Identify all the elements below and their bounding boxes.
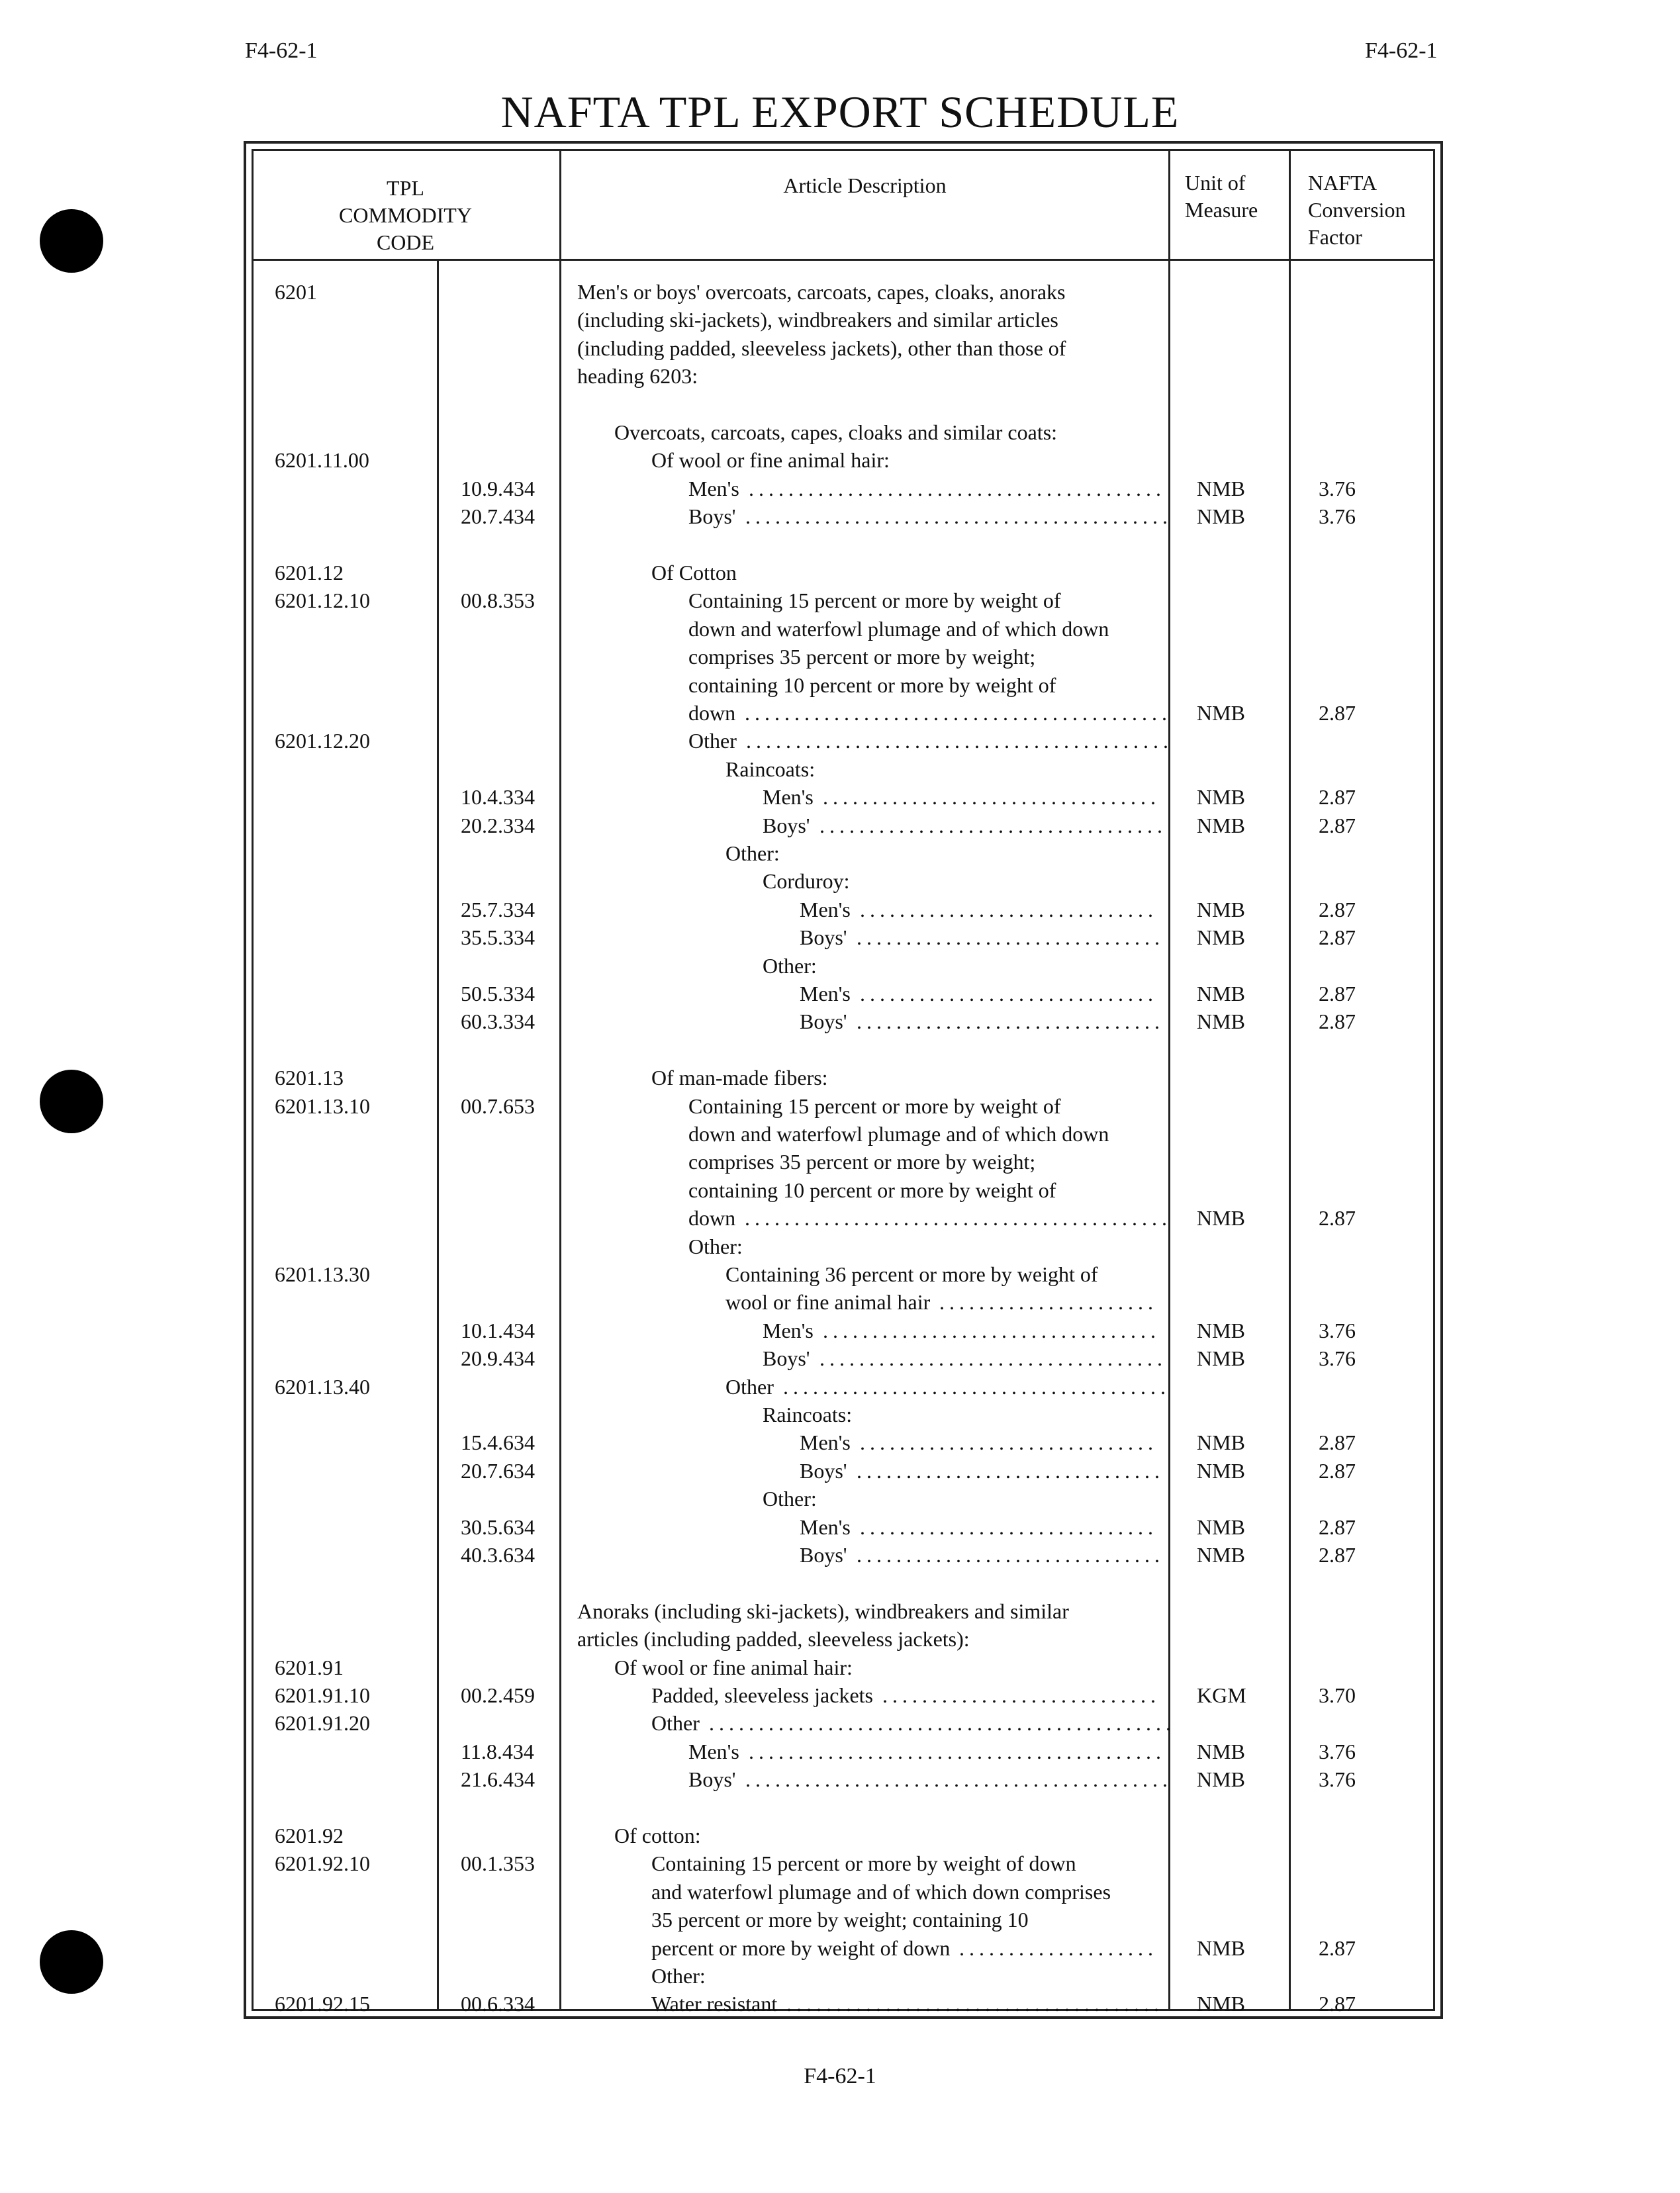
description-cell: Padded, sleeveless jackets [651,1683,873,1707]
table-row [0,306,1680,334]
stat-suffix-cell: 11.8.434 [461,1739,534,1763]
conversion-factor-cell: 2.87 [1319,1992,1356,2016]
description-cell: containing 10 percent or more by weight of [688,1178,1056,1202]
description-cell: Other: [688,1234,743,1258]
conversion-factor-cell: 3.70 [1319,1683,1356,1707]
description-cell: Other [725,1374,774,1399]
conversion-factor-cell: 3.76 [1319,476,1356,500]
table-row [0,1934,1680,1962]
unit-of-measure-cell: NMB [1197,1767,1245,1792]
unit-of-measure-cell: NMB [1197,982,1245,1005]
page-footer-code: F4-62-1 [804,2064,876,2088]
dot-leader: ................................... [819,1346,1167,1371]
table-row [0,783,1680,811]
header-line: NAFTA [1308,171,1377,195]
tpl-code-cell: 6201.91.10 [275,1683,370,1707]
description-cell: down and waterfowl plumage and of which down [688,616,1109,641]
table-row [0,727,1680,755]
stat-suffix-cell: 00.2.459 [461,1683,535,1707]
header-line: Measure [1185,198,1258,222]
description-cell: (including ski-jackets), windbreakers and similar articles [577,308,1058,332]
description-cell: Containing 15 percent or more by weight of [688,1094,1061,1118]
unit-of-measure-cell: NMB [1197,1543,1245,1567]
description-cell: down and waterfowl plumage and of which down [688,1122,1109,1146]
header-line: Conversion [1308,198,1406,222]
description-cell: Other: [725,841,780,865]
table-row [0,1260,1680,1288]
table-row [0,671,1680,699]
tpl-code-cell: 6201.12.10 [275,588,370,613]
description-cell: containing 10 percent or more by weight of [688,673,1056,697]
description-cell: down [688,1206,736,1231]
table-row [0,586,1680,614]
tpl-code-cell: 6201.92 [275,1824,344,1847]
header-line: CODE [376,230,435,254]
stat-suffix-cell: 50.5.334 [461,982,535,1005]
tpl-code-cell: 6201.13.30 [275,1262,370,1286]
conversion-factor-cell: 2.87 [1319,1515,1356,1539]
dot-leader: .............................. [860,897,1158,921]
stat-suffix-cell: 40.3.634 [461,1543,535,1567]
description-cell: Containing 15 percent or more by weight of [688,588,1061,613]
tpl-code-cell: 6201.13.40 [275,1374,370,1399]
table-row [0,418,1680,446]
conversion-factor-cell: 3.76 [1319,1767,1356,1792]
table-row [0,1485,1680,1513]
dot-leader: .......................................... [749,476,1166,500]
description-cell: Men's [800,982,851,1005]
description-cell: (including padded, sleeveless jackets), other than those of [577,336,1066,360]
description-cell: comprises 35 percent or more by weight; [688,1150,1036,1174]
page-title: NAFTA TPL EXPORT SCHEDULE [500,87,1180,137]
unit-of-measure-cell: NMB [1197,476,1245,500]
stat-suffix-cell: 10.9.434 [461,476,535,500]
dot-leader: ........................................... [746,729,1173,753]
table-row [0,1709,1680,1737]
stat-suffix-cell: 20.9.434 [461,1346,535,1371]
unit-of-measure-cell: NMB [1197,701,1245,725]
conversion-factor-cell: 3.76 [1319,1318,1356,1342]
description-cell: Boys' [800,1458,847,1483]
column-header-unit [1185,169,1258,224]
unit-of-measure-cell: NMB [1197,785,1245,810]
description-cell: 35 percent or more by weight; containing 10 [651,1908,1029,1932]
table-row [0,699,1680,727]
punch-hole [40,209,103,273]
table-row [0,1569,1680,1597]
dot-leader: ............................... [857,1543,1164,1567]
description-cell: Overcoats, carcoats, capes, cloaks and similar coats: [614,420,1058,444]
description-cell: Of wool or fine animal hair: [614,1655,853,1679]
stat-suffix-cell: 00.1.353 [461,1851,535,1876]
description-cell: heading 6203: [577,364,698,389]
column-header-description: Article Description [783,173,947,197]
table-row [0,839,1680,867]
stat-suffix-cell: 10.1.434 [461,1318,535,1342]
tpl-code-cell: 6201.12.20 [275,729,370,753]
description-cell: Boys' [763,813,810,837]
conversion-factor-cell: 2.87 [1319,1430,1356,1455]
table-row [0,1625,1680,1653]
header-code-left: F4-62-1 [245,38,318,63]
dot-leader: ........................................... [745,1767,1172,1792]
description-cell: Other: [763,1487,817,1511]
description-cell: Boys' [688,504,736,529]
dot-leader: ............................... [857,1458,1164,1483]
table-row [0,1541,1680,1569]
unit-of-measure-cell: KGM [1197,1683,1246,1707]
stat-suffix-cell: 15.4.634 [461,1430,535,1455]
description-cell: Men's [800,897,851,921]
table-row [0,952,1680,980]
conversion-factor-cell: 2.87 [1319,785,1356,810]
dot-leader: ....................................... [783,1374,1170,1399]
description-cell: Boys' [800,925,847,950]
description-cell: Of wool or fine animal hair: [651,448,890,473]
table-row [0,278,1680,306]
table-row [0,755,1680,783]
table-row [0,1765,1680,1793]
conversion-factor-cell: 2.87 [1319,813,1356,837]
unit-of-measure-cell: NMB [1197,897,1245,921]
table-row [0,1681,1680,1709]
dot-leader: .............................. [860,1515,1158,1539]
dot-leader: .......................................... [749,1739,1166,1763]
dot-leader: .................................. [823,785,1160,810]
unit-of-measure-cell: NMB [1197,813,1245,837]
description-cell: Other [651,1711,700,1736]
table-row [0,980,1680,1007]
description-cell: comprises 35 percent or more by weight; [688,645,1036,669]
table-row [0,1990,1680,2018]
tpl-code-cell: 6201.12 [275,561,344,584]
column-header-factor [1308,169,1406,251]
unit-of-measure-cell: NMB [1197,1009,1245,1034]
header-line: COMMODITY [339,203,472,227]
unit-of-measure-cell: NMB [1197,504,1245,529]
description-cell: articles (including padded, sleeveless jackets): [577,1627,970,1652]
description-cell: Men's [763,1318,814,1342]
tpl-code-cell: 6201.13.10 [275,1094,370,1118]
description-cell: Men's [800,1515,851,1539]
table-row [0,1822,1680,1849]
unit-of-measure-cell: NMB [1197,1936,1245,1960]
dot-leader: .............................. [860,982,1158,1005]
stat-suffix-cell: 20.7.634 [461,1458,535,1483]
conversion-factor-cell: 2.87 [1319,925,1356,950]
table-row [0,1288,1680,1316]
description-cell: Other: [763,953,817,978]
unit-of-measure-cell: NMB [1197,1346,1245,1371]
table-row [0,391,1680,418]
conversion-factor-cell: 2.87 [1319,982,1356,1005]
stat-suffix-cell: 35.5.334 [461,925,535,950]
table-row [0,1036,1680,1064]
unit-of-measure-cell: NMB [1197,1206,1245,1231]
stat-suffix-cell: 20.7.434 [461,504,535,529]
stat-suffix-cell: 25.7.334 [461,897,535,921]
description-cell: Men's [688,476,739,500]
description-cell: Containing 36 percent or more by weight of [725,1262,1098,1286]
dot-leader: ............................................... [709,1711,1176,1736]
dot-leader: ............................... [857,1009,1164,1034]
unit-of-measure-cell: NMB [1197,925,1245,950]
header-line: Unit of [1185,171,1246,195]
table-row [0,1176,1680,1204]
description-cell: Boys' [800,1009,847,1034]
dot-leader: ................................... [819,813,1167,837]
table-row [0,1878,1680,1906]
header-rule [252,259,1435,261]
description-cell: and waterfowl plumage and of which down comprises [651,1879,1111,1904]
table-row [0,1148,1680,1176]
stat-suffix-cell: 20.2.334 [461,813,535,837]
unit-of-measure-cell: NMB [1197,1458,1245,1483]
table-row [0,1962,1680,1990]
table-row [0,1654,1680,1681]
description-cell: Men's or boys' overcoats, carcoats, capes, cloaks, anoraks [577,280,1066,304]
description-cell: Corduroy: [763,869,850,894]
table-row [0,1373,1680,1401]
description-cell: Boys' [763,1346,810,1371]
conversion-factor-cell: 2.87 [1319,1936,1356,1960]
table-row [0,502,1680,530]
header-line: Factor [1308,225,1362,249]
dot-leader: .................... [959,1936,1158,1960]
table-row [0,615,1680,643]
table-row [0,1428,1680,1456]
table-row [0,1233,1680,1260]
table-row [0,1738,1680,1765]
conversion-factor-cell: 2.87 [1319,1458,1356,1483]
tpl-code-cell: 6201.92.15 [275,1992,370,2016]
description-cell: Raincoats: [725,757,816,781]
table-row [0,1849,1680,1877]
unit-of-measure-cell: NMB [1197,1318,1245,1342]
conversion-factor-cell: 3.76 [1319,1739,1356,1763]
header-line: TPL [387,176,424,200]
table-row [0,559,1680,586]
conversion-factor-cell: 2.87 [1319,1206,1356,1231]
dot-leader: ............................... [857,925,1164,950]
tpl-code-cell: 6201.13 [275,1066,344,1090]
table-row [0,1457,1680,1485]
stat-suffix-cell: 00.7.653 [461,1094,535,1118]
description-cell: Of man-made fibers: [651,1066,828,1090]
description-cell: Water resistant [651,1992,778,2016]
conversion-factor-cell: 2.87 [1319,1009,1356,1034]
table-row [0,475,1680,502]
tpl-code-cell: 6201.91.20 [275,1711,370,1736]
table-row [0,1064,1680,1092]
table-row [0,1007,1680,1035]
dot-leader: .............................. [860,1430,1158,1455]
table-row [0,923,1680,951]
description-cell: percent or more by weight of down [651,1936,951,1960]
column-header-code [252,175,559,256]
conversion-factor-cell: 2.87 [1319,897,1356,921]
description-cell: down [688,701,736,725]
description-cell: Boys' [688,1767,736,1792]
conversion-factor-cell: 3.76 [1319,504,1356,529]
description-cell: Other [688,729,737,753]
table-row [0,1513,1680,1541]
description-cell: Men's [800,1430,851,1455]
table-row [0,446,1680,474]
unit-of-measure-cell: NMB [1197,1992,1245,2016]
unit-of-measure-cell: NMB [1197,1739,1245,1763]
stat-suffix-cell: 10.4.334 [461,785,535,810]
table-row [0,1597,1680,1625]
dot-leader: ............................ [882,1683,1160,1707]
table-row [0,896,1680,923]
tpl-code-cell: 6201.91 [275,1655,344,1679]
description-cell: Men's [763,785,814,810]
table-row [0,867,1680,895]
dot-leader: ...................................... [786,1992,1164,2016]
stat-suffix-cell: 00.6.334 [461,1992,535,2016]
conversion-factor-cell: 2.87 [1319,701,1356,725]
description-cell: Anoraks (including ski-jackets), windbreakers and similar [577,1599,1069,1623]
tpl-code-cell: 6201.11.00 [275,448,369,473]
table-row [0,531,1680,559]
table-row [0,334,1680,362]
table-row [0,1204,1680,1232]
unit-of-measure-cell: NMB [1197,1515,1245,1539]
stat-suffix-cell: 00.8.353 [461,588,535,613]
description-cell: Men's [688,1739,739,1763]
tpl-code-cell: 6201 [275,280,317,304]
conversion-factor-cell: 2.87 [1319,1543,1356,1567]
table-row [0,1120,1680,1148]
description-cell: Containing 15 percent or more by weight of down [651,1851,1076,1876]
table-row [0,362,1680,390]
stat-suffix-cell: 30.5.634 [461,1515,535,1539]
description-cell: Other: [651,1964,706,1988]
description-cell: Boys' [800,1543,847,1567]
description-cell: wool or fine animal hair [725,1290,931,1315]
table-row [0,1317,1680,1344]
dot-leader: ........................................... [745,1206,1172,1231]
table-row [0,643,1680,671]
description-cell: Of Cotton [651,561,737,584]
table-row [0,1344,1680,1372]
unit-of-measure-cell: NMB [1197,1430,1245,1455]
header-code-right: F4-62-1 [1365,38,1438,63]
dot-leader: ...................... [939,1290,1158,1315]
table-row [0,1794,1680,1822]
conversion-factor-cell: 3.76 [1319,1346,1356,1371]
table-row [0,1906,1680,1934]
table-row [0,1401,1680,1428]
dot-leader: ........................................... [745,701,1172,725]
dot-leader: .................................. [823,1318,1160,1342]
description-cell: Of cotton: [614,1824,701,1847]
stat-suffix-cell: 21.6.434 [461,1767,535,1792]
table-row [0,1092,1680,1120]
table-row [0,812,1680,839]
stat-suffix-cell: 60.3.334 [461,1009,535,1034]
description-cell: Raincoats: [763,1403,853,1426]
tpl-code-cell: 6201.92.10 [275,1851,370,1876]
dot-leader: ........................................... [745,504,1172,529]
